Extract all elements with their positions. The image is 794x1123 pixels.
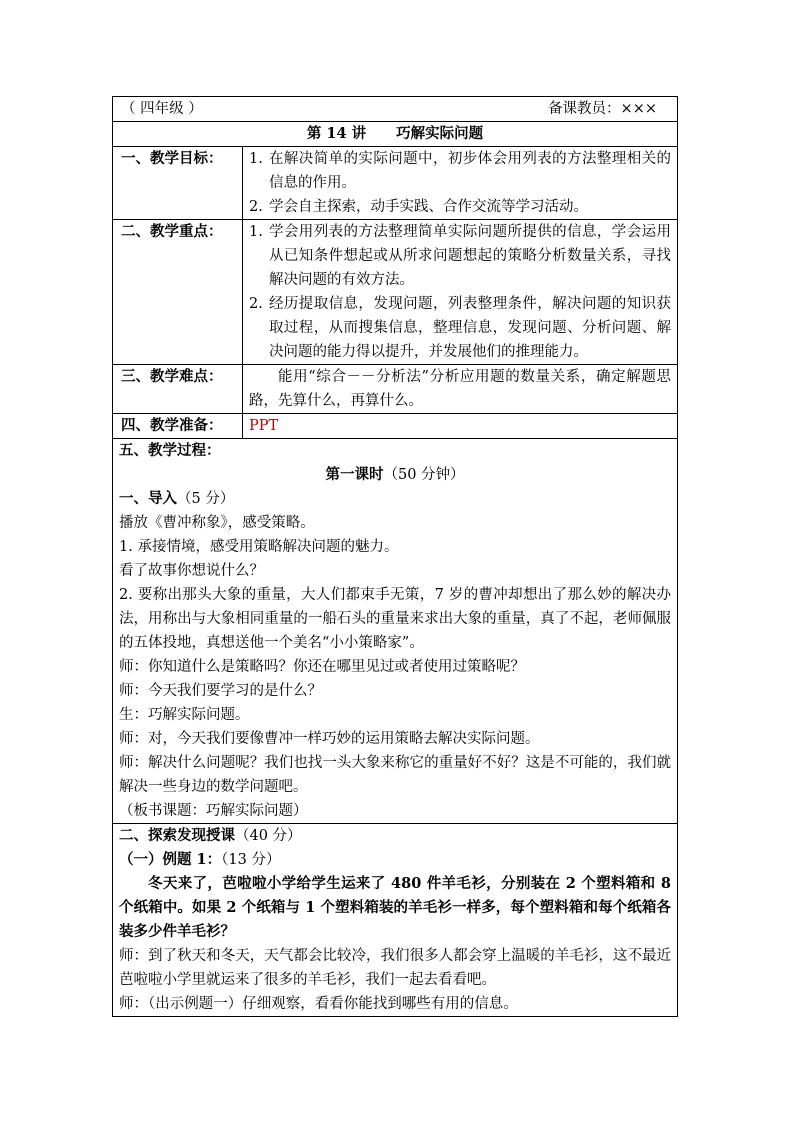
- explore-row: [113, 824, 678, 1017]
- lecture-number: 第 14 讲: [306, 125, 367, 142]
- list-item: 2. 学会自主探索，动手实践、合作交流等学习活动。: [249, 199, 588, 215]
- process-line: 师：今天我们要学习的是什么？: [119, 683, 322, 699]
- explore-line: 师：到了秋天和冬天，天气都会比较冷，我们很多人都会穿上温暖的羊毛衫，这不最近芭啦啦小学里就运来了很多的羊毛衫，我们一起去看看吧。: [119, 948, 672, 988]
- list-item: 1. 在解决简单的实际问题中，初步体会用列表的方法整理相关的信息的作用。: [249, 151, 672, 191]
- difficulty-row: [113, 365, 678, 414]
- list-item: 2. 经历提取信息，发现问题，列表整理条件，解决问题的知识获取过程，从而搜集信息，整理信息，发现问题、分析问题、解决问题的能力得以提升，并发展他们的推理能力。: [249, 296, 672, 360]
- prep-text: PPT: [243, 414, 678, 439]
- example-heading: （一）例题 1：（13 分）: [119, 851, 281, 868]
- keypoints-list: [249, 220, 671, 364]
- process-line: 师：对，今天我们要像曹冲一样巧妙的运用策略去解决实际问题。: [119, 731, 540, 747]
- difficulty-label: 三、教学难点：: [113, 365, 243, 414]
- grade-label: （ 四年级 ）: [121, 101, 203, 117]
- lesson-plan-sheet: [112, 96, 677, 1017]
- lesson-plan-table: [112, 96, 678, 1017]
- lesson-heading: 第一课时（50 分钟）: [325, 466, 465, 483]
- title-row: [113, 122, 678, 147]
- goals-list: [249, 147, 671, 219]
- prep-label: 四、教学准备：: [113, 414, 243, 439]
- lecture-topic: 巧解实际问题: [396, 125, 484, 142]
- keypoints-row: [113, 220, 678, 365]
- process-row: [113, 439, 678, 824]
- keypoints-label: 二、教学重点：: [113, 220, 243, 365]
- process-line: 师：解决什么问题呢？我们也找一头大象来称它的重量好不好？这是不可能的，我们就解决一些身边的数学问题吧。: [119, 755, 672, 795]
- example-problem: 冬天来了，芭啦啦小学给学生运来了 480 件羊毛衫，分别装在 2 个塑料箱和 8 个纸箱中。如果 2 个纸箱与 1 个塑料箱装的羊毛衫一样多，每个塑料箱和每个纸箱各装多少件羊毛衫？: [119, 875, 672, 940]
- process-line: 生：巧解实际问题。: [119, 707, 250, 723]
- process-line: 师：你知道什么是策略吗？你还在哪里见过或者使用过策略呢？: [119, 659, 525, 675]
- process-line: （板书课题：巧解实际问题）: [119, 803, 308, 819]
- difficulty-text: 能用“综合－－分析法”分析应用题的数量关系，确定解题思路，先算什么，再算什么。: [243, 365, 678, 414]
- list-item: 1. 学会用列表的方法整理简单实际问题所提供的信息，学会运用从已知条件想起或从所求问题想起的策略分析数量关系，寻找解决问题的有效方法。: [249, 224, 672, 288]
- intro-heading: 一、导入（5 分）: [119, 490, 235, 507]
- process-label: 五、教学过程：: [119, 442, 221, 459]
- goals-row: [113, 147, 678, 220]
- teacher-label: 备课教员：×××: [548, 101, 658, 117]
- header-row: [113, 97, 678, 122]
- process-line: 播放《曹冲称象》，感受策略。: [119, 515, 315, 531]
- prep-row: [113, 414, 678, 439]
- explore-line: 师：（出示例题一）仔细观察，看看你能找到哪些有用的信息。: [119, 996, 518, 1012]
- process-line: 看了故事你想说什么？: [119, 563, 264, 579]
- goals-label: 一、教学目标：: [113, 147, 243, 220]
- explore-heading: 二、探索发现授课（40 分）: [119, 827, 302, 844]
- process-line: 2. 要称出那头大象的重量，大人们都束手无策，7 岁的曹冲却想出了那么妙的解决办法，用称出与大象相同重量的一船石头的重量来求出大象的重量，真了不起，老师佩服的五体投地，真想送他一个美名“小小策略家”。: [119, 587, 672, 651]
- process-line: 1. 承接情境，感受用策略解决问题的魅力。: [119, 539, 399, 555]
